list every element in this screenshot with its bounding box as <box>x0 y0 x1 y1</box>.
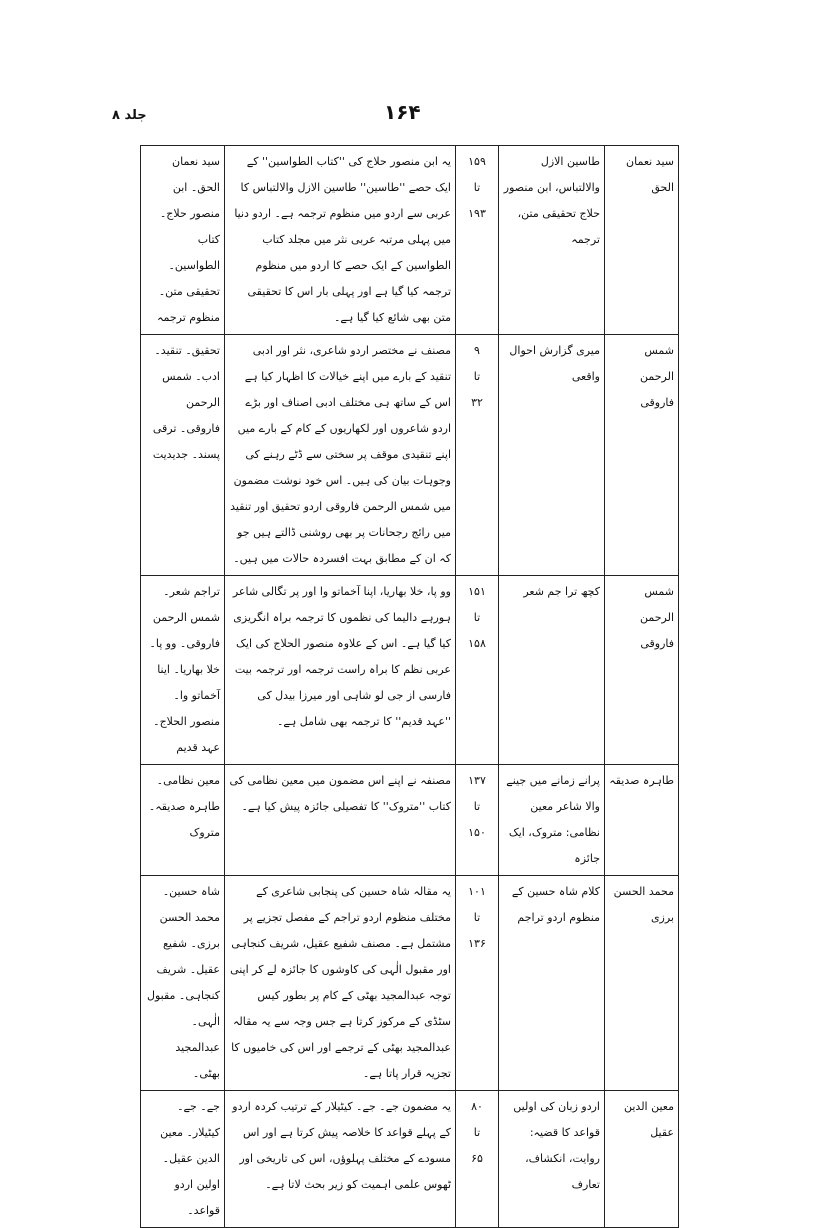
pages-cell <box>456 765 499 876</box>
page-start: ۹ <box>474 344 480 357</box>
tags-cell: شاہ حسین۔ محمد الحسن برزی۔ شفیع عقیل۔ شریف کنجاہی۔ مقبول الٰہی۔ عبدالمجید بھٹی۔ <box>141 876 225 1091</box>
summary-cell: یہ مضمون جے۔ جے۔ کیٹیلار کے ترتیب کردہ اردو کے پہلے قواعد کا خلاصہ پیش کرتا ہے اور اس مسودے کے مختلف پہلوؤں، اس کی تاریخی اور ٹھوس علمی اہمیت کو زیر بحث لاتا ہے۔ <box>225 1091 456 1228</box>
pages-cell <box>456 576 499 765</box>
page-number: ۱۶۴ <box>384 100 421 124</box>
page-end: ۶۵ <box>471 1152 483 1165</box>
pages-cell <box>456 876 499 1091</box>
table-row <box>141 765 679 876</box>
page-start: ۱۵۹ <box>468 155 486 168</box>
tags-cell: سید نعمان الحق۔ ابن منصور حلاج۔ کتاب الطواسین۔ تحقیقی متن۔ منظوم ترجمہ <box>141 146 225 335</box>
summary-cell: وو پا، خلا بھاریا، اپنا آخماتو وا اور پر تگالی شاعر ہورہے دالیما کی نظموں کا ترجمہ براہ انگریزی کیا گیا ہے۔ اس کے علاوہ منصور الحلاج کی ایک عربی نظم کا براہ راست ترجمہ اور ترجمہ بیت فارسی از جی لو شاہی اور میرزا بیدل کی ''عہد قدیم'' کا ترجمہ بھی شامل ہے۔ <box>225 576 456 765</box>
page-to: تا <box>473 181 481 194</box>
table-row <box>141 146 679 335</box>
page-end: ۱۵۸ <box>468 637 486 650</box>
title-cell: طاسین الازل والالتباس، ابن منصور حلاج تحقیقی متن، ترجمہ <box>499 146 605 335</box>
page-to: تا <box>473 370 481 383</box>
title-cell: پرانے زمانے میں جینے والا شاعر معین نظامی: متروک، ایک جائزہ <box>499 765 605 876</box>
table-row <box>141 335 679 576</box>
summary-cell: یہ مقالہ شاہ حسین کی پنجابی شاعری کے مختلف منظوم اردو تراجم کے مفصل تجزیے پر مشتمل ہے۔ مصنف شفیع عقیل، شریف کنجاہی اور مقبول الٰہی کی کاوشوں کا جائزہ لے کر اپنی توجہ عبدالمجید بھٹی کے کام پر بطور کیس سٹڈی کے مرکوز کرتا ہے جس وجہ سے یہ مقالہ عبدالمجید بھٹی کے ترجمے اور اس کی خامیوں کا تجزیہ قرار پاتا ہے۔ <box>225 876 456 1091</box>
author-cell: معین الدین عقیل <box>605 1091 679 1228</box>
table-row <box>141 876 679 1091</box>
summary-cell: مصنف نے مختصر اردو شاعری، نثر اور ادبی تنقید کے بارے میں اپنے خیالات کا اظہار کیا ہے اس کے ساتھ ہی مختلف ادبی اصناف اور بڑے اردو شاعروں اور لکھاریوں کے کام کے بارے میں اپنے تنقیدی موقف پر سختی سے ڈٹے رہنے کی وجوہات بیان کی ہیں۔ اس خود نوشت مضمون میں شمس الرحمن فاروقی اردو تحقیق اور تنقید میں رائج رجحانات پر بھی روشنی ڈالتے ہیں جو کہ ان کے مطابق بہت افسردہ حالات میں ہیں۔ <box>225 335 456 576</box>
page-end: ۱۳۶ <box>468 937 486 950</box>
title-cell: اردو زبان کی اولیں قواعد کا قضیہ: روایت، انکشاف، تعارف <box>499 1091 605 1228</box>
page-start: ۸۰ <box>471 1100 483 1113</box>
table-row <box>141 576 679 765</box>
page-end: ۳۲ <box>471 396 483 409</box>
title-cell: میری گزارش احوال واقعی <box>499 335 605 576</box>
title-cell: کچھ ترا جم شعر <box>499 576 605 765</box>
tags-cell: جے۔ جے۔ کیٹیلار۔ معین الدین عقیل۔ اولین اردو قواعد۔ <box>141 1091 225 1228</box>
page-end: ۱۵۰ <box>468 826 486 839</box>
author-cell: شمس الرحمن فاروقی <box>605 576 679 765</box>
page-end: ۱۹۳ <box>468 207 486 220</box>
pages-cell <box>456 146 499 335</box>
page-to: تا <box>473 611 481 624</box>
page-start: ۱۳۷ <box>468 774 486 787</box>
summary-cell: یہ ابن منصور حلاج کی ''کتاب الطواسین'' کے ایک حصے ''طاسین'' طاسین الازل والالتباس کا عربی سے اردو میں منظوم ترجمہ ہے۔ اردو دنیا میں پہلی مرتبہ عربی نثر میں مجلد کتاب الطواسین کے ایک حصے کا اردو میں منظوم ترجمہ کیا گیا ہے اور پہلی بار اس کا تحقیقی متن بھی شائع کیا گیا ہے۔ <box>225 146 456 335</box>
pages-cell <box>456 1091 499 1228</box>
tags-cell: تراجم شعر۔ شمس الرحمن فاروقی۔ وو پا۔ خلا بھاریا۔ اینا آخماتو وا۔ منصور الحلاج۔ عہد قدیم <box>141 576 225 765</box>
summary-cell: مصنفہ نے اپنے اس مضمون میں معین نظامی کی کتاب ''متروک'' کا تفصیلی جائزہ پیش کیا ہے۔ <box>225 765 456 876</box>
author-cell: طاہرہ صدیقہ <box>605 765 679 876</box>
pages-cell <box>456 335 499 576</box>
page-to: تا <box>473 800 481 813</box>
table-row <box>141 1091 679 1228</box>
page-start: ۱۵۱ <box>468 585 486 598</box>
page-start: ۱۰۱ <box>468 885 486 898</box>
author-cell: شمس الرحمن فاروقی <box>605 335 679 576</box>
tags-cell: معین نظامی۔ طاہرہ صدیقہ۔ متروک <box>141 765 225 876</box>
tags-cell: تحقیق۔ تنقید۔ ادب۔ شمس الرحمن فاروقی۔ ترقی پسند۔ جدیدیت <box>141 335 225 576</box>
index-table <box>140 145 679 1228</box>
author-cell: محمد الحسن برزی <box>605 876 679 1091</box>
page-label: جلد ۸ <box>112 108 147 123</box>
page-to: تا <box>473 911 481 924</box>
title-cell: کلام شاہ حسین کے منظوم اردو تراجم <box>499 876 605 1091</box>
author-cell: سید نعمان الحق <box>605 146 679 335</box>
page-to: تا <box>473 1126 481 1139</box>
